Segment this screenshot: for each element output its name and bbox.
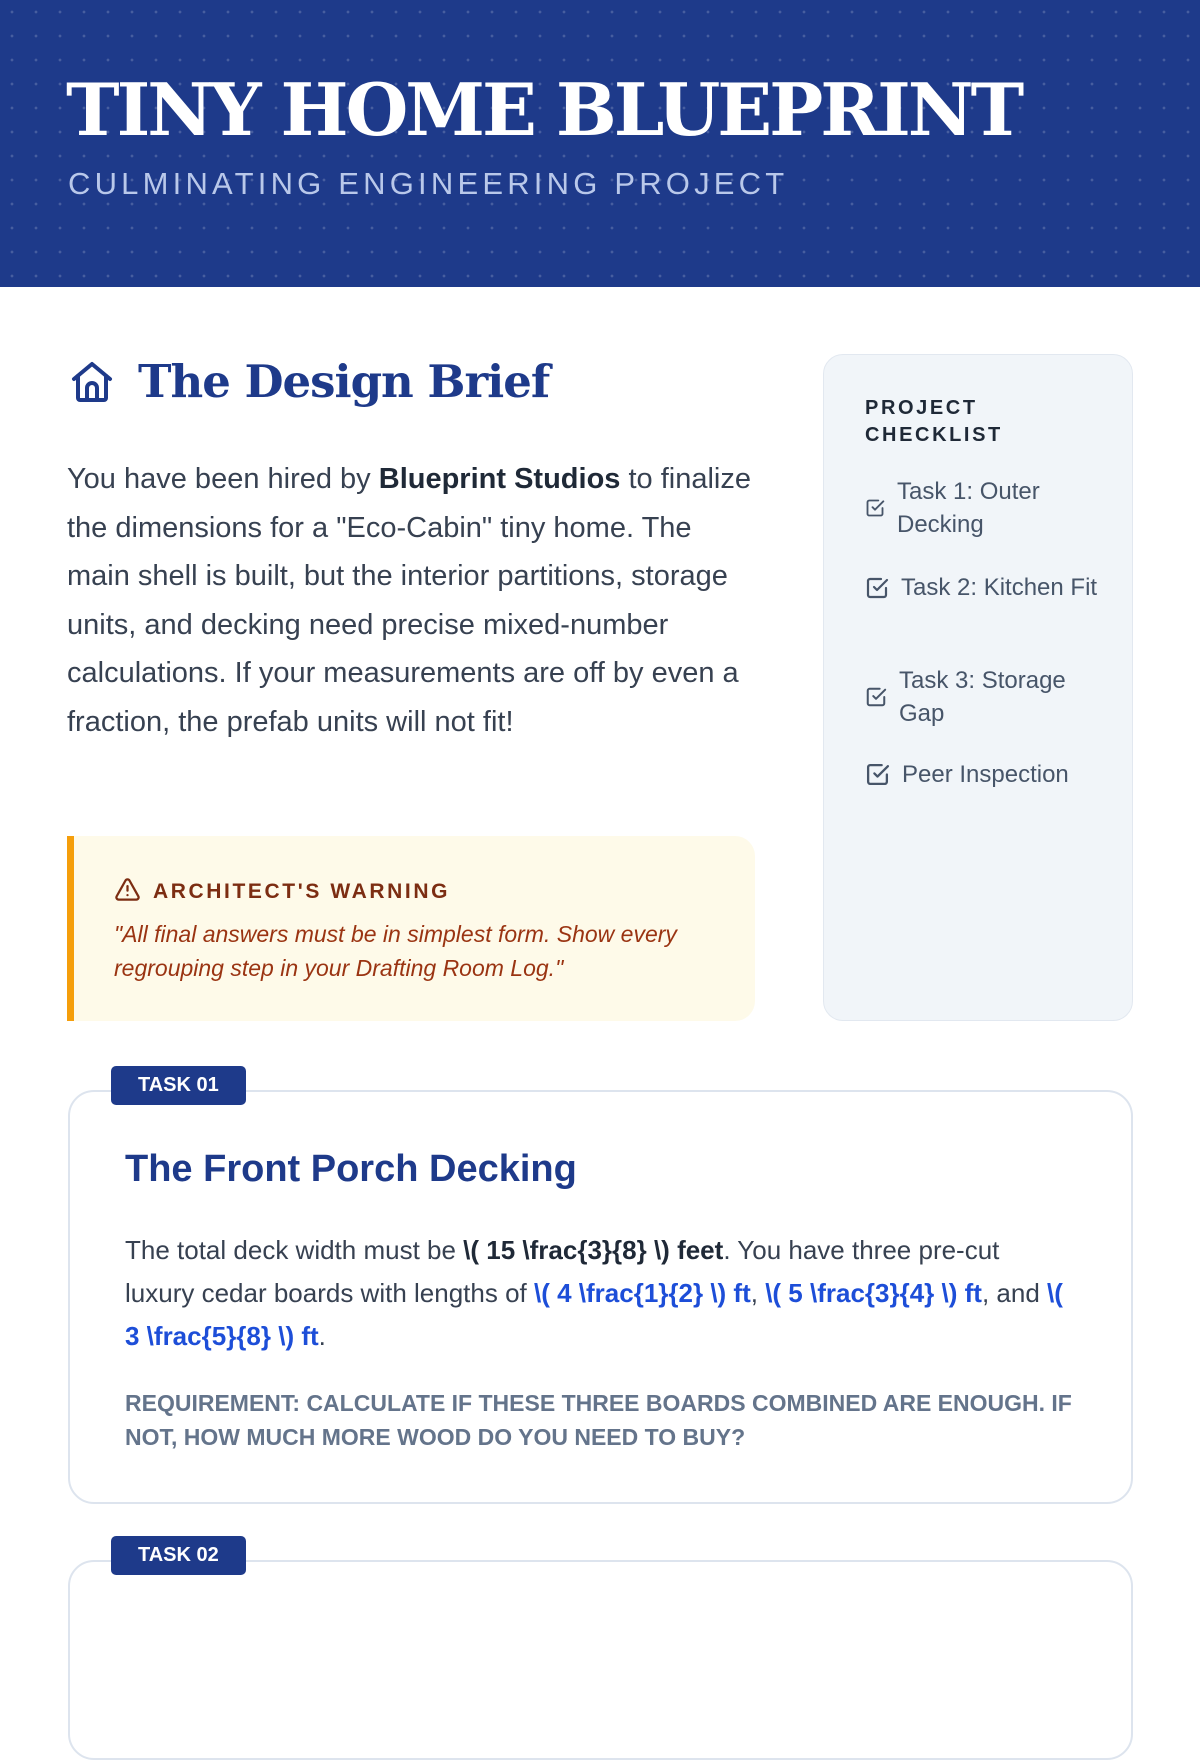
board-length-value: \( 5 \frac{3}{4} \) ft: [765, 1278, 982, 1308]
checklist-item-label: Task 2: Kitchen Fit: [901, 574, 1098, 601]
home-icon: [68, 358, 116, 406]
warning-quote: "All final answers must be in simplest form. Show every regrouping step in your Drafting Room Log.": [114, 921, 677, 981]
checkbox-checked-icon: [865, 686, 887, 708]
architect-warning-callout: [67, 836, 755, 1021]
task-card: [68, 1560, 1133, 1760]
checklist-item[interactable]: [865, 571, 1105, 604]
checklist-item[interactable]: [865, 664, 1105, 730]
task-requirement: REQUIREMENT: CALCULATE IF THESE THREE BOARDS COMBINED ARE ENOUGH. IF NOT, HOW MUCH MORE WOOD DO YOU NEED TO BUY?: [125, 1390, 1072, 1450]
page-header: [0, 0, 1200, 287]
brief-heading: [68, 352, 549, 412]
brief-paragraph: You have been hired by Blueprint Studios to finalize the dimensions for a "Eco-Cabin" tiny home. The main shell is built, but the interior partitions, storage units, and decking need precise mixed-number calculations. If your measurements are off by even a fraction, the prefab units will not fit!: [67, 463, 751, 738]
task-description: The total deck width must be \( 15 \frac{3}{8} \) feet. You have three pre-cut luxury cedar boards with lengths of \( 4 \frac{1}{2} \) ft, \( 5 \frac{3}{4} \) ft, and \( 3 \frac{5}{8} \) ft.: [125, 1235, 1063, 1351]
board-length-value: \( 4 \frac{1}{2} \) ft: [534, 1278, 751, 1308]
task-card: [68, 1090, 1133, 1504]
brief-title: The Design Brief: [138, 355, 550, 408]
checklist-item[interactable]: [865, 758, 1105, 791]
checklist-item-label: Peer Inspection: [902, 761, 1069, 788]
board-length-value: \( 3 \frac{5}{8} \) ft: [125, 1278, 1063, 1351]
task-badge: TASK 02: [111, 1536, 246, 1575]
warning-triangle-icon: [114, 876, 141, 908]
checkbox-checked-icon: [865, 498, 885, 518]
checklist-item[interactable]: [865, 475, 1105, 541]
checkbox-checked-icon: [865, 762, 890, 787]
task-badge: TASK 01: [111, 1066, 246, 1105]
warning-label: ARCHITECT'S WARNING: [153, 880, 451, 903]
page-title: TINY HOME BLUEPRINT: [66, 67, 1022, 152]
task-title: The Front Porch Decking: [125, 1148, 577, 1190]
project-checklist: [823, 354, 1133, 1021]
checklist-title: PROJECT CHECKLIST: [865, 397, 1003, 446]
company-name: Blueprint Studios: [378, 463, 621, 495]
checklist-item-label: Task 1: Outer Decking: [897, 478, 1040, 538]
checklist-item-label: Task 3: Storage Gap: [899, 667, 1066, 727]
checkbox-checked-icon: [865, 576, 889, 600]
total-width-value: \( 15 \frac{3}{8} \) feet: [463, 1235, 724, 1265]
page-subtitle: CULMINATING ENGINEERING PROJECT: [68, 166, 789, 201]
